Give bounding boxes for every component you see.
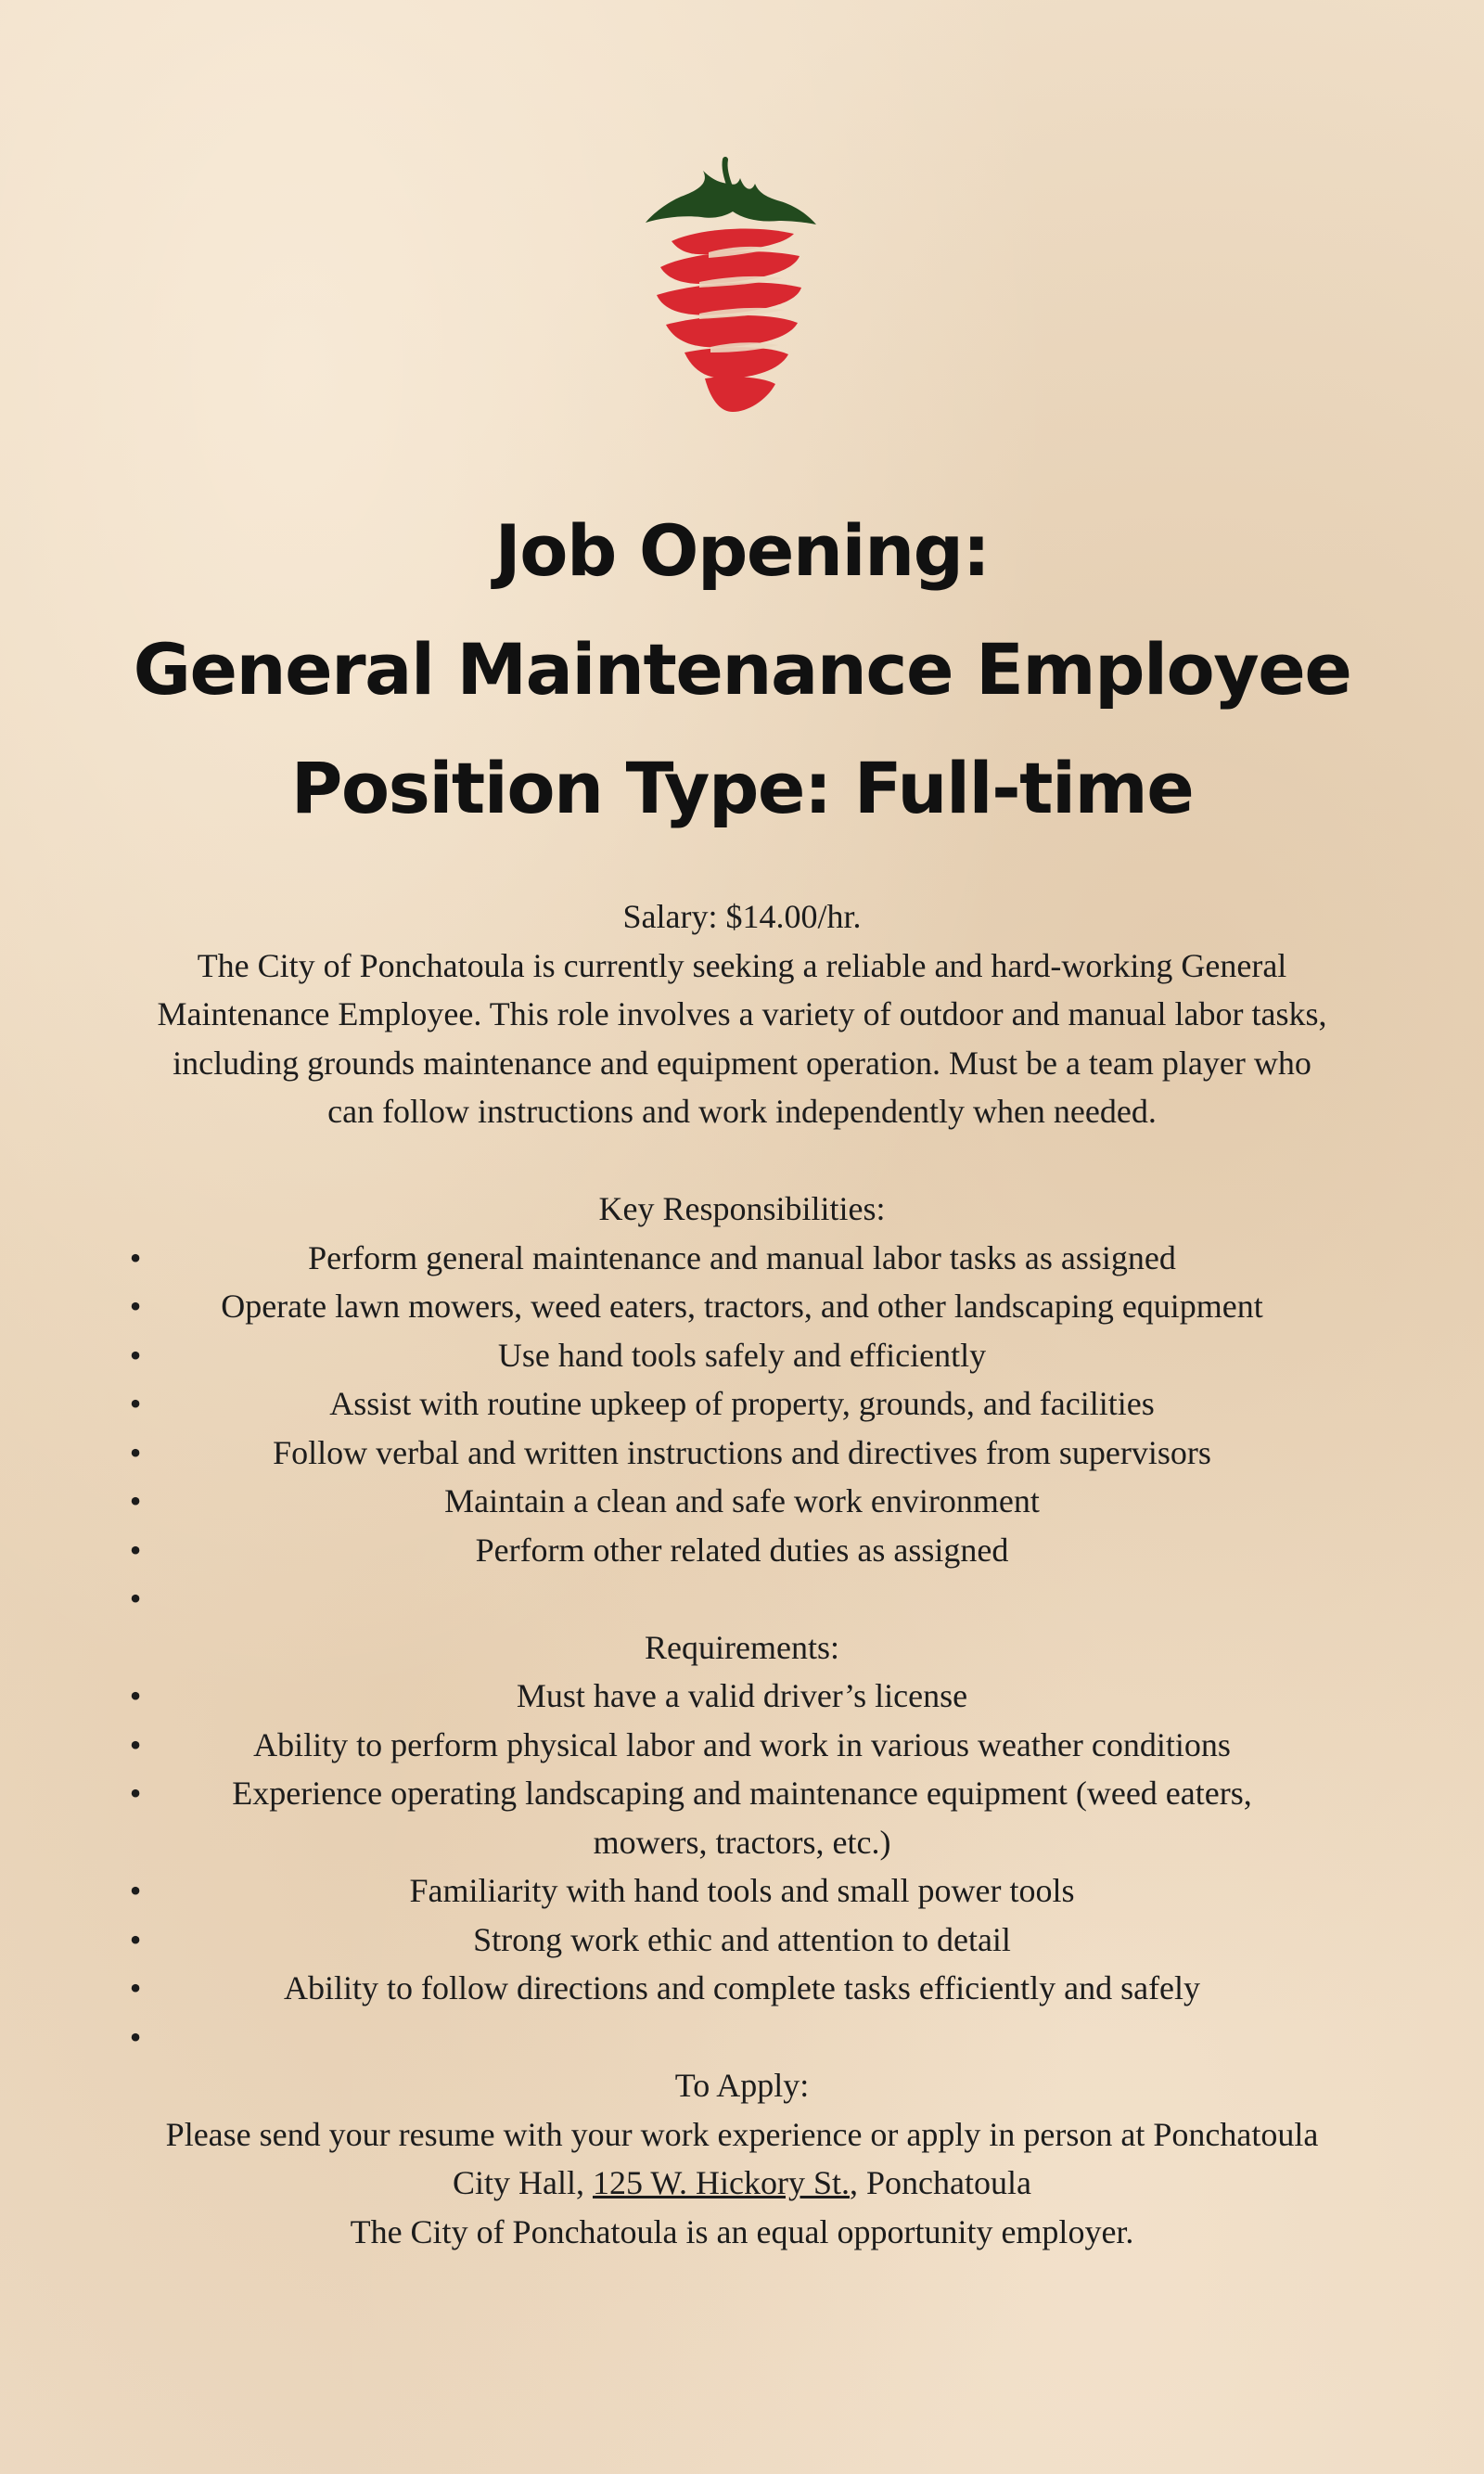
bullet-icon: • — [129, 1580, 142, 1617]
intro-line: Maintenance Employee. This role involves a variety of outdoor and manual labor tasks, — [157, 995, 1327, 1032]
list-item — [0, 1282, 1484, 1331]
list-item-text: Perform general maintenance and manual labor tasks as assigned — [308, 1238, 1176, 1276]
list-item — [0, 1916, 1484, 1965]
strawberry-logo-icon — [644, 156, 818, 414]
intro-line: can follow instructions and work independently when needed. — [327, 1093, 1157, 1130]
list-item — [0, 1964, 1484, 2013]
list-item-text: Assist with routine upkeep of property, grounds, and facilities — [329, 1385, 1155, 1422]
title-line-1: Job Opening: — [494, 509, 990, 592]
apply-text-suffix: , Ponchatoula — [850, 2164, 1031, 2201]
apply-heading: To Apply: — [674, 2067, 810, 2104]
list-item-continuation: mowers, tractors, etc.) — [593, 1823, 891, 1861]
bullet-icon: • — [129, 1775, 142, 1812]
list-item — [0, 1234, 1484, 1283]
list-item-text: Must have a valid driver’s license — [516, 1677, 968, 1714]
list-item — [0, 1429, 1484, 1478]
bullet-icon: • — [129, 1725, 142, 1763]
strawberry-leaves — [646, 171, 816, 224]
apply-text-prefix: City Hall, — [453, 2164, 593, 2201]
spacer — [0, 1136, 1484, 1186]
eoe-statement: The City of Ponchatoula is an equal opportunity employer. — [350, 2212, 1134, 2250]
bullet-icon: • — [129, 1531, 142, 1569]
list-item — [0, 1331, 1484, 1380]
bullet-icon: • — [129, 2018, 142, 2056]
list-item-text: Experience operating landscaping and maintenance equipment (weed eaters, — [232, 1775, 1252, 1812]
list-item-text: Maintain a clean and safe work environment — [444, 1482, 1040, 1519]
list-item — [0, 1526, 1484, 1575]
list-item-text: Ability to follow directions and complete tasks efficiently and safely — [283, 1969, 1201, 2006]
list-item — [0, 1672, 1484, 1721]
list-item-text: Ability to perform physical labor and work in various weather conditions — [253, 1725, 1231, 1763]
bullet-icon: • — [129, 1920, 142, 1958]
list-item-text: Operate lawn mowers, weed eaters, tractors, and other landscaping equipment — [221, 1288, 1263, 1325]
strawberry-berry — [657, 228, 801, 412]
list-item-empty — [0, 2013, 1484, 2062]
requirements-heading: Requirements: — [645, 1628, 839, 1666]
bullet-icon: • — [129, 1872, 142, 1909]
bullet-icon: • — [129, 1482, 142, 1519]
list-item-empty — [0, 1574, 1484, 1623]
bullet-icon: • — [129, 1433, 142, 1471]
list-item — [0, 1721, 1484, 1770]
bullet-icon: • — [129, 1677, 142, 1714]
apply-text: Please send your resume with your work experience or apply in person at Ponchatoula — [165, 2115, 1319, 2153]
bullet-icon: • — [129, 1336, 142, 1374]
bullet-icon: • — [129, 1969, 142, 2006]
list-item — [0, 1769, 1484, 1818]
list-item-text: Perform other related duties as assigned — [475, 1531, 1009, 1569]
job-description — [0, 892, 1484, 2256]
list-item-text: Strong work ethic and attention to detail — [473, 1920, 1011, 1958]
list-item-text: Follow verbal and written instructions and directives from supervisors — [273, 1433, 1211, 1471]
apply-text — [0, 2159, 1484, 2208]
intro-line: The City of Ponchatoula is currently seeking a reliable and hard-working General — [197, 946, 1287, 984]
salary-text: Salary: $14.00/hr. — [622, 898, 862, 935]
address-link[interactable]: 125 W. Hickory St. — [593, 2164, 851, 2201]
title-line-2: General Maintenance Employee — [133, 628, 1351, 711]
list-item — [0, 1866, 1484, 1916]
list-item — [0, 1477, 1484, 1526]
bullet-icon: • — [129, 1385, 142, 1422]
list-item-text: Use hand tools safely and efficiently — [497, 1336, 987, 1374]
intro-line: including grounds maintenance and equipment operation. Must be a team player who — [173, 1044, 1311, 1082]
list-item-text: Familiarity with hand tools and small power tools — [409, 1872, 1075, 1909]
job-title-heading — [0, 492, 1484, 848]
responsibilities-heading: Key Responsibilities: — [598, 1190, 886, 1227]
bullet-icon: • — [129, 1238, 142, 1276]
list-item — [0, 1379, 1484, 1429]
bullet-icon: • — [129, 1288, 142, 1325]
title-line-3: Position Type: Full-time — [290, 747, 1194, 829]
